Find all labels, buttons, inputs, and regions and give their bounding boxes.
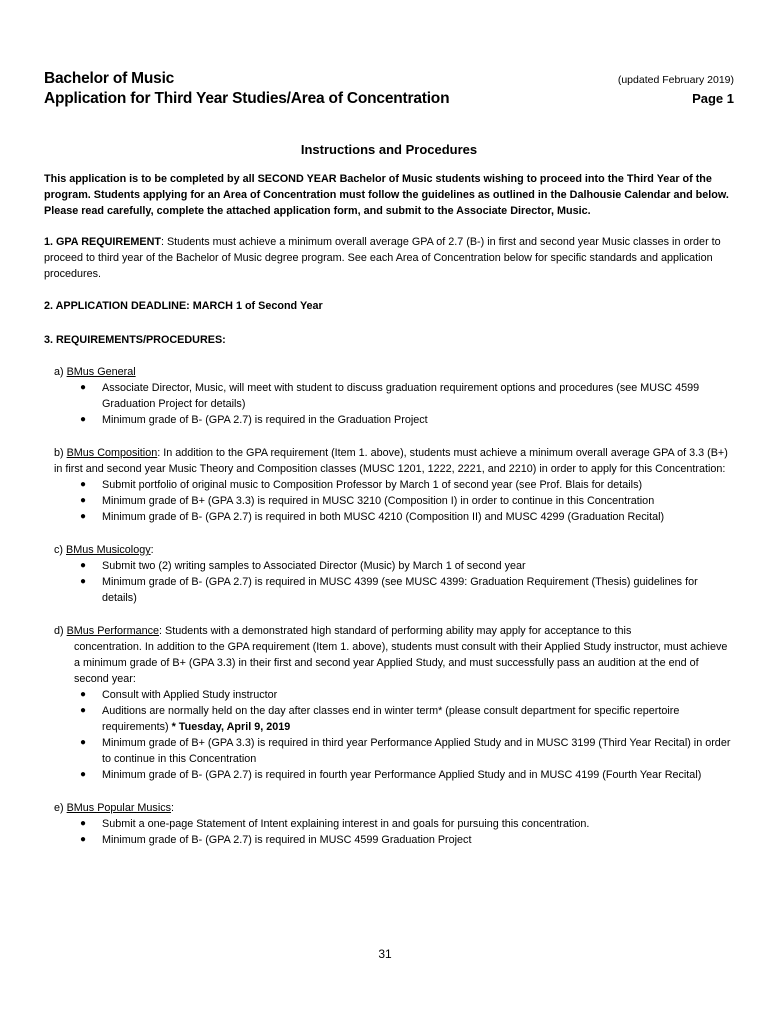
bullet-icon: ● [80, 689, 87, 700]
item-prefix: a) [54, 366, 67, 378]
gpa-text: : Students must achieve a minimum overall average GPA of 2.7 (B-) in first and second year Music classes in order to proceed to third year of the Bachelor of Music degree program. See each Area of Concentration below for specific standards and application procedures. [44, 236, 721, 280]
list-item [54, 558, 734, 574]
list-item [54, 380, 734, 412]
document-subtitle: Application for Third Year Studies/Area of Concentration [44, 90, 450, 107]
list-item-text: Minimum grade of B- (GPA 2.7) is required in the Graduation Project [102, 414, 428, 426]
concentration-text: : In addition to the GPA requirement (Item 1. above), students must achieve a minimum overall average GPA of 3.3 (B+) in first and second year Music Theory and Composition classes (MUSC 1201, 1222, 2221, and 2210) in order to apply for this Concentration: [54, 447, 728, 475]
bullet-icon: ● [80, 834, 87, 845]
list-item [54, 477, 734, 493]
list-item [54, 735, 734, 767]
heading-suffix: : [171, 802, 175, 814]
item-prefix: b) [54, 447, 67, 459]
concentration-heading [54, 800, 734, 816]
list-item-text: Minimum grade of B- (GPA 2.7) is required in both MUSC 4210 (Composition II) and MUSC 4299 (Graduation Recital) [102, 511, 665, 523]
list-item-text: Associate Director, Music, will meet with student to discuss graduation requirement options and procedures (see MUSC 4599 Graduation Project for details) [102, 382, 700, 410]
concentration-name: BMus Popular Musics [66, 802, 172, 814]
list-item [54, 767, 734, 783]
concentration-popular-musics [44, 800, 734, 848]
bullet-icon: ● [80, 769, 87, 780]
bullet-icon: ● [80, 414, 87, 425]
bullet-icon: ● [80, 495, 87, 506]
list-item-text: Consult with Applied Study instructor [102, 689, 278, 701]
concentration-name: BMus Performance [66, 625, 160, 637]
audition-date: * Tuesday, April 9, 2019 [171, 721, 291, 733]
concentration-composition [44, 445, 734, 525]
list-item-text: Minimum grade of B- (GPA 2.7) is required in MUSC 4599 Graduation Project [102, 834, 472, 846]
list-item [54, 816, 734, 832]
bullet-icon: ● [80, 511, 87, 522]
list-item-text: Minimum grade of B+ (GPA 3.3) is required in third year Performance Applied Study and in MUSC 3199 (Third Year Recital) in order to continue in this Concentration [102, 737, 731, 765]
list-item-text: Minimum grade of B- (GPA 2.7) is required in MUSC 4399 (see MUSC 4399: Graduation Requirement (Thesis) guidelines for details) [102, 576, 698, 604]
concentration-heading [54, 542, 734, 558]
concentration-heading [54, 364, 734, 380]
bullet-icon: ● [80, 737, 87, 748]
list-item-text: Minimum grade of B+ (GPA 3.3) is required in MUSC 3210 (Composition I) in order to continue in this Concentration [102, 495, 655, 507]
list-item [54, 509, 734, 525]
document-title: Bachelor of Music [44, 70, 175, 87]
concentration-heading [54, 445, 734, 477]
list-item-text: Minimum grade of B- (GPA 2.7) is required in fourth year Performance Applied Study and in MUSC 4199 (Fourth Year Recital) [102, 769, 702, 781]
item-prefix: c) [54, 544, 66, 556]
page-number: 31 [378, 947, 392, 961]
concentration-name: BMus Musicology [66, 544, 151, 556]
application-deadline: 2. APPLICATION DEADLINE: MARCH 1 of Second Year [44, 300, 323, 312]
list-item-text: Submit two (2) writing samples to Associated Director (Music) by March 1 of second year [102, 560, 526, 572]
item-prefix: d) [54, 625, 67, 637]
requirements-heading: 3. REQUIREMENTS/PROCEDURES: [44, 334, 226, 346]
bullet-icon: ● [80, 479, 87, 490]
header-row-1 [44, 70, 734, 88]
concentration-name: BMus Composition [66, 447, 158, 459]
bullet-icon: ● [80, 705, 87, 716]
concentration-musicology [44, 542, 734, 606]
musicology-list [54, 558, 734, 606]
popular-list [54, 816, 734, 848]
general-list [54, 380, 734, 428]
bullet-icon: ● [80, 382, 87, 393]
bullet-icon: ● [80, 818, 87, 829]
gpa-label: 1. GPA REQUIREMENT [44, 236, 161, 248]
document-page [44, 70, 734, 848]
list-item [54, 687, 734, 703]
list-item [54, 574, 734, 606]
concentration-general [44, 364, 734, 428]
list-item-text: Submit portfolio of original music to Composition Professor by March 1 of second year (see Prof. Blais for details) [102, 479, 643, 491]
item-prefix: e) [54, 802, 67, 814]
intro-paragraph: This application is to be completed by all SECOND YEAR Bachelor of Music students wishing to proceed into the Third Year of the program. Students applying for an Area of Concentration must follow the guidelines as outlined in the Dalhousie Calendar and below. Please read carefully, complete the attached application form, and submit to the Associate Director, Music. [44, 173, 729, 217]
list-item [54, 703, 734, 735]
page-label: Page 1 [692, 91, 734, 106]
list-item-text: Auditions are normally held on the day after classes end in winter term* (please consult department for specific repertoire requirements) [102, 705, 680, 733]
performance-list [54, 687, 734, 783]
list-item [54, 493, 734, 509]
updated-date: (updated February 2019) [617, 74, 734, 86]
concentration-performance [44, 623, 734, 783]
gpa-requirement [44, 234, 734, 282]
list-item [54, 832, 734, 848]
composition-list [54, 477, 734, 525]
concentration-text-continued: concentration. In addition to the GPA requirement (Item 1. above), students must consult with their Applied Study instructor, must achieve a minimum grade of B+ (GPA 3.3) in their first and second year Applied Study, and must successfully pass an audition at the end of second year: [74, 641, 728, 685]
list-item-text: Submit a one-page Statement of Intent explaining interest in and goals for pursuing this concentration. [102, 818, 590, 830]
bullet-icon: ● [80, 576, 87, 587]
heading-suffix: : [150, 544, 154, 556]
concentration-name: BMus General [66, 366, 136, 378]
bullet-icon: ● [80, 560, 87, 571]
header-row-2 [44, 90, 734, 108]
section-title: Instructions and Procedures [300, 142, 478, 157]
concentration-heading [54, 623, 734, 639]
list-item [54, 412, 734, 428]
concentration-text: : Students with a demonstrated high standard of performing ability may apply for acceptance to this [159, 625, 632, 637]
